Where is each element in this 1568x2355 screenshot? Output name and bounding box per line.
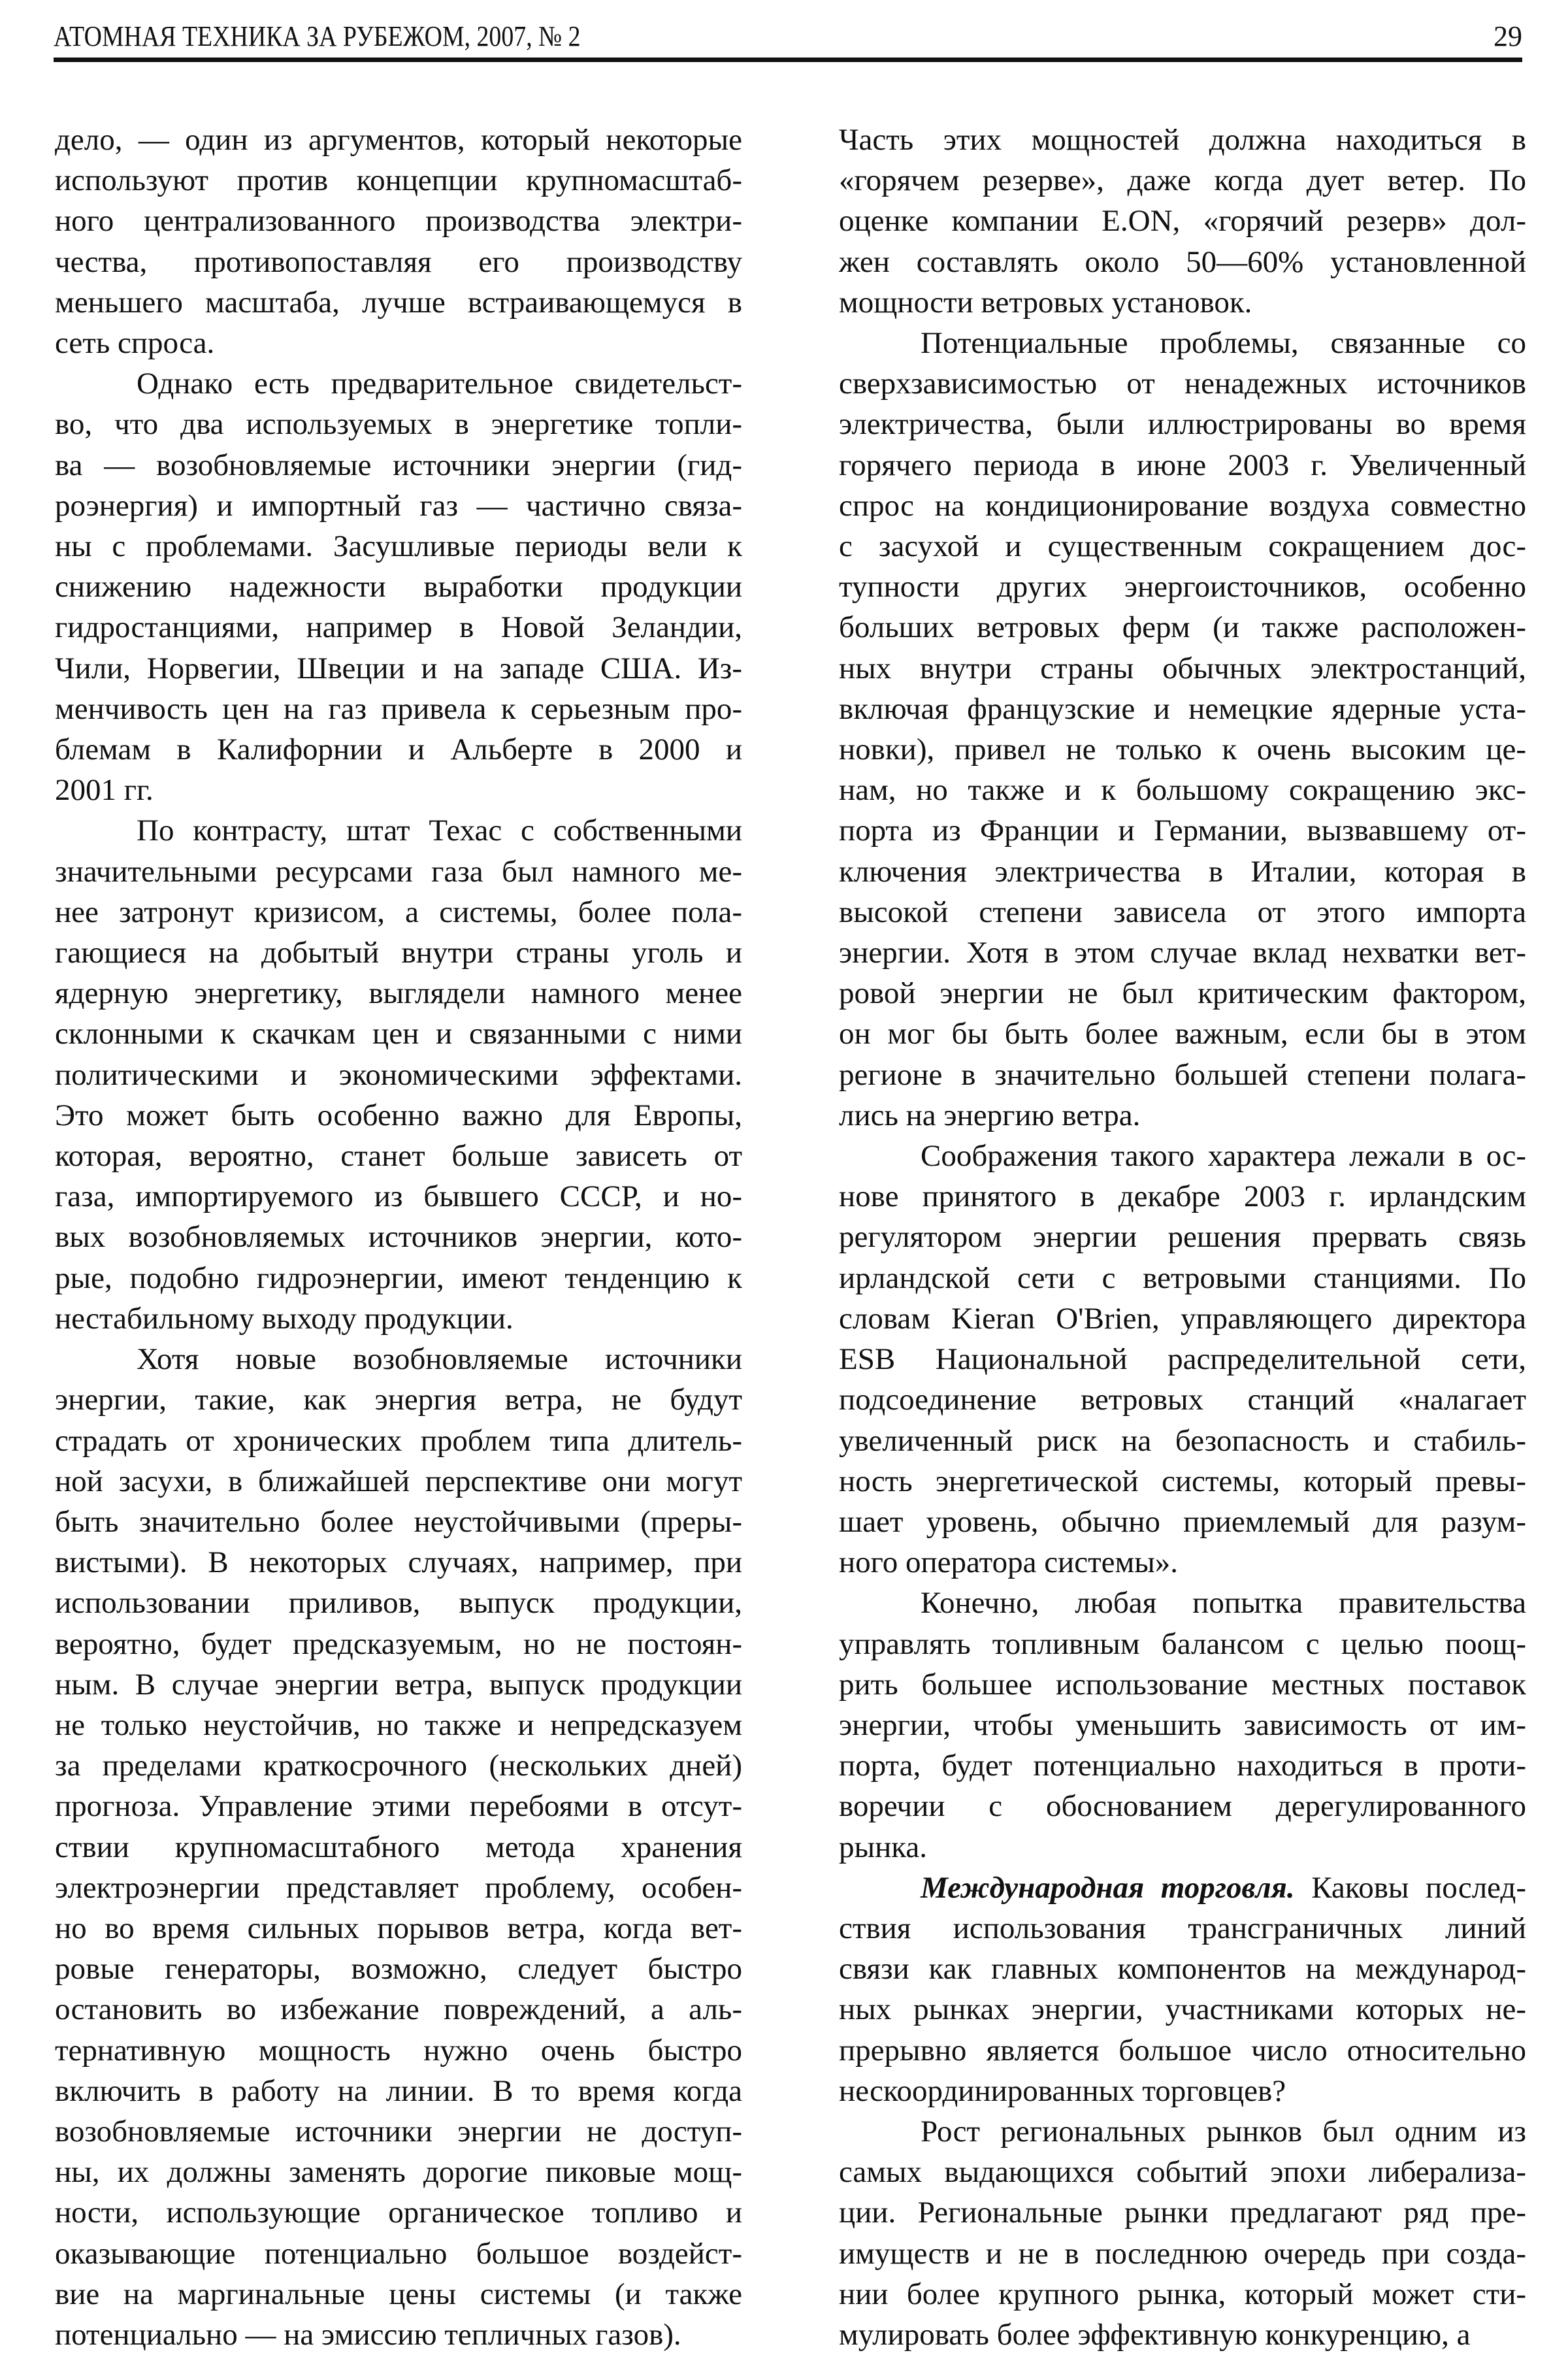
line-text: ствии крупномасштабного метода хранения (55, 1830, 742, 1864)
line-text: жен составлять около 50—60% установленной (839, 244, 1526, 279)
line-text: ных внутри страны обычных электростанций, (839, 651, 1526, 685)
text-line (839, 1949, 1526, 1989)
line-text: политическими и экономическими эффектами. (55, 1057, 742, 1092)
text-line (839, 851, 1526, 892)
text-line (55, 1013, 742, 1054)
text-line (839, 1055, 1526, 1095)
line-text: электричества, были иллюстрированы во время (839, 407, 1526, 442)
line-text: управлять топливным балансом с целью поощ- (839, 1626, 1526, 1661)
text-line (839, 770, 1526, 810)
text-line (55, 1949, 742, 1989)
line-text: регулятором энергии решения прервать связь (839, 1220, 1526, 1255)
text-line (55, 160, 742, 201)
text-line (839, 648, 1526, 689)
line-text: склонными к скачкам цен и связанными с ними (55, 1017, 742, 1051)
text-line (55, 648, 742, 689)
line-text: связи как главных компонентов на международ- (839, 1952, 1526, 1986)
line-text: мощности ветровых установок. (839, 285, 1252, 320)
text-line (55, 282, 742, 323)
text-line (55, 567, 742, 607)
text-line (839, 445, 1526, 486)
text-line (839, 1339, 1526, 1379)
text-line (839, 1786, 1526, 1826)
text-line (55, 1339, 742, 1379)
text-line (839, 120, 1526, 160)
line-text: использовании приливов, выпуск продукции, (55, 1586, 742, 1621)
text-line (55, 1786, 742, 1826)
line-text: ным. В случае энергии ветра, выпуск продукции (55, 1667, 742, 1702)
line-text: энергии, такие, как энергия ветра, не будут (55, 1383, 742, 1417)
text-line (839, 729, 1526, 770)
line-text: нестабильному выходу продукции. (55, 1301, 514, 1336)
line-text: энергии. Хотя в этом случае вклад нехватки вет- (839, 936, 1526, 970)
line-text: порта из Франции и Германии, вызвавшему от- (839, 814, 1526, 848)
line-text: имуществ и не в последнюю очередь при созда- (839, 2236, 1526, 2271)
line-text: лись на энергию ветра. (839, 1098, 1141, 1132)
line-text: роэнергия) и импортный газ — частично связа- (55, 488, 742, 523)
text-line (839, 404, 1526, 444)
text-line (839, 2071, 1526, 2111)
line-text: газа, импортируемого из бывшего СССР, и но- (55, 1179, 742, 1214)
paragraph (839, 1583, 1526, 1867)
line-text: Рост региональных рынков был одним из (921, 2114, 1526, 2149)
text-line (55, 770, 742, 810)
text-line (839, 810, 1526, 851)
text-line (839, 1705, 1526, 1745)
text-line (55, 1827, 742, 1868)
line-text: блемам в Калифорнии и Альберте в 2000 и (55, 733, 742, 767)
text-line (55, 851, 742, 892)
line-text: Соображения такого характера лежали в ос- (921, 1139, 1526, 1174)
text-line (839, 1542, 1526, 1583)
line-text: которая, вероятно, станет больше зависеть от (55, 1139, 742, 1174)
text-line (55, 607, 742, 648)
text-line (55, 1379, 742, 1420)
line-text: нам, но также и к большому сокращению экс- (839, 773, 1526, 808)
paragraph (839, 2111, 1526, 2355)
text-line (55, 201, 742, 241)
line-text: «горячем резерве», даже когда дует ветер. По (839, 163, 1526, 198)
paragraph (55, 810, 742, 1339)
page-number: 29 (1494, 20, 1522, 52)
text-line (839, 1989, 1526, 2030)
text-line (55, 2314, 742, 2355)
line-text: рые, подобно гидроэнергии, имеют тенденцию к (55, 1260, 742, 1295)
text-line (55, 1258, 742, 1298)
text-line (839, 1013, 1526, 1054)
line-text: воречии с обоснованием дерегулированного (839, 1789, 1526, 1824)
line-text: вистыми). В некоторых случаях, например, при (55, 1545, 742, 1580)
line-text: дело, — один из аргументов, который некоторые (55, 123, 742, 157)
text-line (839, 282, 1526, 323)
line-text: ровой энергии не был критическим фактором, (839, 976, 1526, 1011)
line-text: оказывающие потенциально большое воздейст- (55, 2236, 742, 2271)
line-text: Каковы послед- (1294, 1870, 1526, 1905)
line-text: Хотя новые возобновляемые источники (137, 1342, 742, 1377)
line-text: регионе в значительно большей степени полага- (839, 1057, 1526, 1092)
text-line (839, 1258, 1526, 1298)
text-line (839, 201, 1526, 241)
text-line (55, 2152, 742, 2192)
text-line (55, 1055, 742, 1095)
line-text: тупности других энергоисточников, особенно (839, 570, 1526, 604)
line-text: самых выдающихся событий эпохи либерализа- (839, 2155, 1526, 2190)
text-line (839, 607, 1526, 648)
text-line (55, 120, 742, 160)
line-text: во, что два используемых в энергетике топли- (55, 407, 742, 442)
text-line (839, 2111, 1526, 2152)
text-line (839, 1176, 1526, 1217)
text-line (839, 2192, 1526, 2233)
line-text: возобновляемые источники энергии не доступ- (55, 2114, 742, 2149)
line-text: ствия использования трансграничных линий (839, 1911, 1526, 1945)
line-text: Потенциальные проблемы, связанные со (921, 326, 1526, 361)
text-line (839, 1908, 1526, 1949)
text-line (55, 323, 742, 363)
line-text: с засухой и существенным сокращением дос- (839, 529, 1526, 564)
text-line (839, 323, 1526, 363)
line-text: он мог бы быть более важным, если бы в этом (839, 1017, 1526, 1051)
text-line (839, 1827, 1526, 1868)
page-header (54, 20, 1522, 59)
line-text: ных рынках энергии, участниками которых не- (839, 1992, 1526, 2027)
text-line (839, 486, 1526, 526)
paragraph (55, 363, 742, 810)
line-text: 2001 гг. (55, 773, 154, 808)
text-line (839, 1868, 1526, 1908)
line-text: ного оператора системы». (839, 1545, 1179, 1580)
line-text: потенциально — на эмиссию тепличных газов). (55, 2317, 681, 2352)
text-line (839, 1136, 1526, 1176)
text-line (55, 1989, 742, 2030)
text-line (55, 1461, 742, 1502)
text-line (839, 363, 1526, 404)
text-line (55, 404, 742, 444)
text-line (55, 810, 742, 851)
line-text: нее затронут кризисом, а системы, более пола- (55, 895, 742, 929)
text-line (55, 2030, 742, 2071)
text-line (55, 1664, 742, 1705)
paragraph (839, 1868, 1526, 2111)
line-text: остановить во избежание повреждений, а аль- (55, 1992, 742, 2027)
text-line (839, 689, 1526, 729)
section-lead: Международная торговля. (921, 1870, 1295, 1905)
line-text: спрос на кондиционирование воздуха совместно (839, 488, 1526, 523)
text-line (839, 1379, 1526, 1420)
text-line (839, 526, 1526, 567)
text-line (839, 242, 1526, 282)
line-text: включая французские и немецкие ядерные уста- (839, 691, 1526, 726)
line-text: ции. Региональные рынки предлагают ряд пре- (839, 2196, 1526, 2230)
text-line (55, 1217, 742, 1257)
text-line (55, 729, 742, 770)
right-column (839, 120, 1526, 2355)
text-line (55, 2111, 742, 2152)
text-line (839, 1502, 1526, 1542)
text-line (839, 973, 1526, 1013)
line-text: ности, использующие органическое топливо и (55, 2196, 742, 2230)
text-line (55, 689, 742, 729)
text-line (839, 1217, 1526, 1257)
text-line (839, 1461, 1526, 1502)
line-text: Чили, Норвегии, Швеции и на западе США. Из- (55, 651, 742, 685)
line-text: прогноза. Управление этими перебоями в отсут- (55, 1789, 742, 1824)
line-text: ного централизованного производства электри- (55, 204, 742, 239)
line-text: вероятно, будет предсказуемым, но не постоян- (55, 1626, 742, 1661)
line-text: нии более крупного рынка, который может сти- (839, 2277, 1526, 2311)
text-line (55, 1583, 742, 1623)
text-line (55, 242, 742, 282)
line-text: подсоединение ветровых станций «налагает (839, 1383, 1526, 1417)
text-line (55, 2274, 742, 2314)
line-text: энергии, чтобы уменьшить зависимость от им- (839, 1707, 1526, 1742)
text-line (839, 1664, 1526, 1705)
line-text: ядерную энергетику, выглядели намного менее (55, 976, 742, 1011)
line-text: менчивость цен на газ привела к серьезным про- (55, 691, 742, 726)
line-text: ны с проблемами. Засушливые периоды вели к (55, 529, 742, 564)
text-line (55, 1421, 742, 1461)
line-text: гидростанциями, например в Новой Зеландии, (55, 610, 742, 645)
line-text: включить в работу на линии. В то время когда (55, 2073, 742, 2108)
text-line (55, 363, 742, 404)
line-text: сверхзависимостью от ненадежных источников (839, 367, 1526, 401)
header-rule (54, 58, 1522, 62)
text-line (839, 2274, 1526, 2314)
line-text: горячего периода в июне 2003 г. Увеличенный (839, 448, 1526, 482)
text-line (55, 526, 742, 567)
line-text: вых возобновляемых источников энергии, кото- (55, 1220, 742, 1255)
line-text: По контрасту, штат Техас с собственными (137, 814, 742, 848)
line-text: вие на маргинальные цены системы (и также (55, 2277, 742, 2311)
line-text: ровые генераторы, возможно, следует быстро (55, 1952, 742, 1986)
text-line (55, 1176, 742, 1217)
line-text: рынка. (839, 1830, 927, 1864)
text-line (55, 2233, 742, 2274)
line-text: чества, противопоставляя его производству (55, 244, 742, 279)
text-line (839, 2152, 1526, 2192)
line-text: шает уровень, обычно приемлемый для разум- (839, 1504, 1526, 1539)
text-line (839, 567, 1526, 607)
text-line (839, 1298, 1526, 1339)
text-line (55, 1705, 742, 1745)
paragraph (55, 120, 742, 363)
text-line (55, 1908, 742, 1949)
line-text: меньшего масштаба, лучше встраивающемуся в (55, 285, 742, 320)
text-line (839, 1745, 1526, 1786)
text-line (839, 160, 1526, 201)
line-text: ной засухи, в ближайшей перспективе они могут (55, 1464, 742, 1498)
line-text: больших ветровых ферм (и также расположен- (839, 610, 1526, 645)
line-text: нове принятого в декабре 2003 г. ирландским (839, 1179, 1526, 1214)
line-text: оценке компании E.ON, «горячий резерв» дол- (839, 204, 1526, 239)
line-text: порта, будет потенциально находиться в проти- (839, 1749, 1526, 1783)
line-text: новки), привел не только к очень высоким це- (839, 733, 1526, 767)
paragraph (839, 323, 1526, 1136)
text-line (55, 1095, 742, 1136)
line-text: сеть спроса. (55, 326, 215, 361)
line-text: ва — возобновляемые источники энергии (гид- (55, 448, 742, 482)
paragraph (839, 1136, 1526, 1583)
text-line (55, 1542, 742, 1583)
line-text: снижению надежности выработки продукции (55, 570, 742, 604)
line-text: мулировать более эффективную конкуренцию, а (839, 2317, 1471, 2352)
line-text: электроэнергии представляет проблему, особен- (55, 1870, 742, 1905)
text-line (839, 1421, 1526, 1461)
line-text: увеличенный риск на безопасность и стабиль- (839, 1423, 1526, 1458)
journal-title: АТОМНАЯ ТЕХНИКА ЗА РУБЕЖОМ, 2007, № 2 (54, 20, 581, 52)
text-line (839, 1624, 1526, 1664)
line-text: страдать от хронических проблем типа длитель- (55, 1423, 742, 1458)
text-line (55, 932, 742, 973)
text-line (839, 892, 1526, 932)
line-text: ключения электричества в Италии, которая в (839, 854, 1526, 889)
line-text: ны, их должны заменять дорогие пиковые мощ- (55, 2155, 742, 2190)
line-text: прерывно является большое число относительно (839, 2033, 1526, 2067)
text-line (55, 445, 742, 486)
text-line (839, 2030, 1526, 2071)
line-text: тернативную мощность нужно очень быстро (55, 2033, 742, 2067)
line-text: но во время сильных порывов ветра, когда вет- (55, 1911, 742, 1945)
text-line (839, 1583, 1526, 1623)
line-text: Это может быть особенно важно для Европы, (55, 1098, 742, 1132)
text-line (55, 1624, 742, 1664)
text-line (55, 1136, 742, 1176)
text-line (55, 892, 742, 932)
line-text: высокой степени зависела от этого импорта (839, 895, 1526, 929)
line-text: за пределами краткосрочного (нескольких дней) (55, 1749, 742, 1783)
line-text: быть значительно более неустойчивыми (преры- (55, 1504, 742, 1539)
left-column (55, 120, 742, 2355)
line-text: ность энергетической системы, который превы- (839, 1464, 1526, 1498)
line-text: значительными ресурсами газа был намного ме- (55, 854, 742, 889)
line-text: ESB Национальной распределительной сети, (839, 1342, 1526, 1377)
line-text: гающиеся на добытый внутри страны уголь и (55, 936, 742, 970)
line-text: Однако есть предварительное свидетельст- (137, 367, 742, 401)
line-text: ирландской сети с ветровыми станциями. По (839, 1260, 1526, 1295)
line-text: рить большее использование местных поставок (839, 1667, 1526, 1702)
text-line (55, 2192, 742, 2233)
text-line (55, 1868, 742, 1908)
line-text: используют против концепции крупномасштаб- (55, 163, 742, 198)
line-text: нескоординированных торговцев? (839, 2073, 1286, 2108)
text-line (839, 932, 1526, 973)
text-line (55, 486, 742, 526)
text-line (55, 1745, 742, 1786)
text-line (55, 973, 742, 1013)
line-text: не только неустойчив, но также и непредсказуем (55, 1707, 742, 1742)
text-line (839, 2314, 1526, 2355)
text-line (839, 2233, 1526, 2274)
text-line (55, 1502, 742, 1542)
text-line (55, 2071, 742, 2111)
text-line (55, 1298, 742, 1339)
text-line (839, 1095, 1526, 1136)
line-text: словам Kieran O'Brien, управляющего директора (839, 1301, 1526, 1336)
line-text: Конечно, любая попытка правительства (921, 1586, 1526, 1621)
line-text: Часть этих мощностей должна находиться в (839, 123, 1526, 157)
paragraph (839, 120, 1526, 323)
